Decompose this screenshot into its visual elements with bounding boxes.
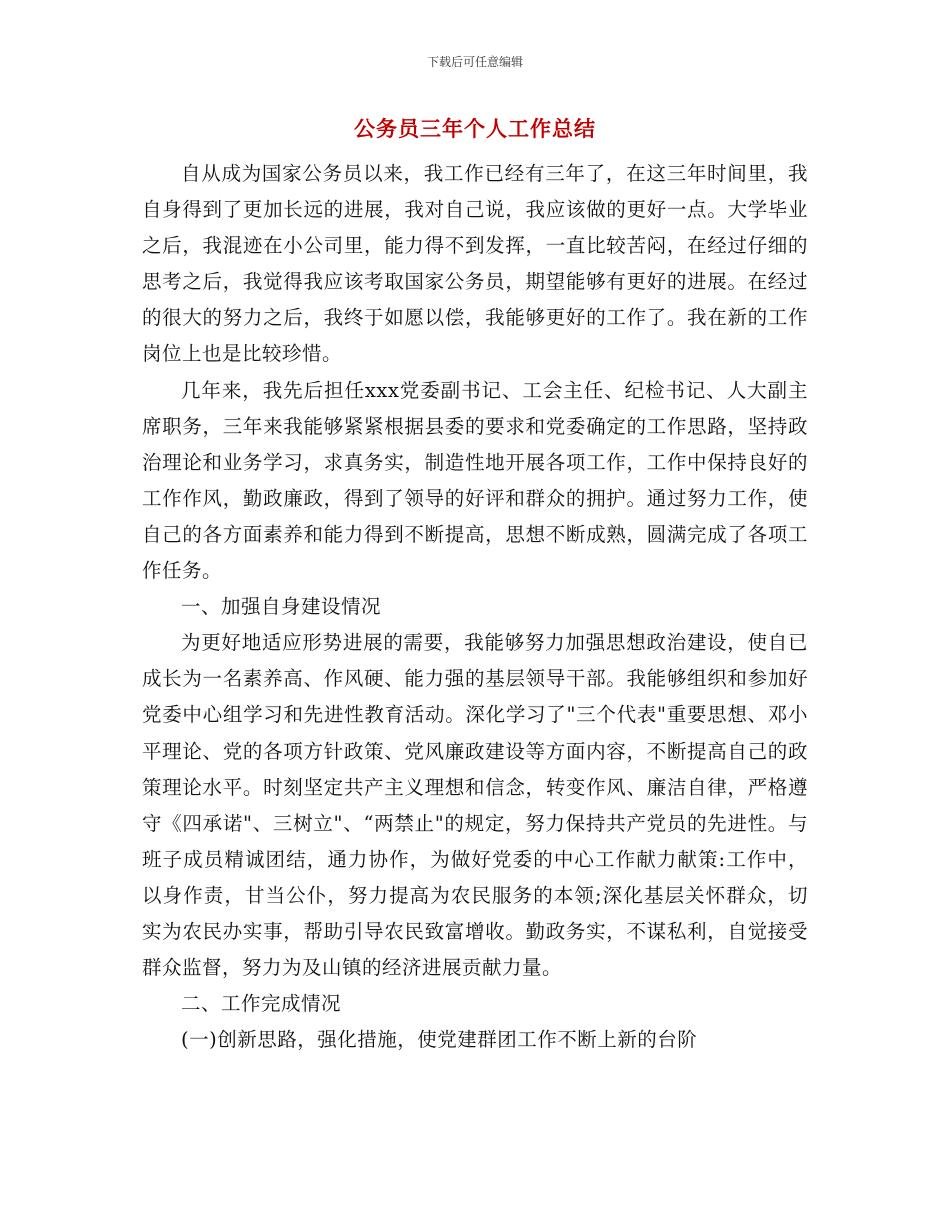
section-heading-self-building: 一、加强自身建设情况 (181, 595, 382, 619)
paragraph-roles: 几年来，我先后担任xxx党委副书记、工会主任、纪检书记、人大副主席职务，三年来我能够紧紧根据县委的要求和党委确定的工作思路，坚持政治理论和业务学习，求真务实，制造性地开展各项工作，工作中保持良好的工作作风，勤政廉政，得到了领导的好评和群众的拥护。通过努力工作，使自己的各方面素养和能力得到不断提高，思想不断成熟，圆满完成了各项工作任务。 (142, 378, 808, 583)
document-title: 公务员三年个人工作总结 (354, 117, 596, 141)
subsection-heading-innovation: (一)创新思路，强化措施，使党建群团工作不断上新的台阶 (181, 1028, 698, 1052)
paragraph-intro: 自从成为国家公务员以来，我工作已经有三年了，在这三年时间里，我自身得到了更加长远的进展，我对自己说，我应该做的更好一点。大学毕业之后，我混迹在小公司里，能力得不到发挥，一直比较苦闷，在经过仔细的思考之后，我觉得我应该考取国家公务员，期望能够有更好的进展。在经过的很大的努力之后，我终于如愿以偿，我能够更好的工作了。我在新的工作岗位上也是比较珍惜。 (142, 162, 808, 366)
paragraph-self-building: 为更好地适应形势进展的需要，我能够努力加强思想政治建设，使自已成长为一名素养高、作风硬、能力强的基层领导干部。我能够组织和参加好党委中心组学习和先进性教育活动。深化学习了"三个代表"重要思想、邓小平理论、党的各项方针政策、党风廉政建设等方面内容，不断提高自己的政策理论水平。时刻坚定共产主义理想和信念，转变作风、廉洁自律，严格遵守《四承诺"、三树立"、“两禁止"的规定，努力保持共产党员的先进性。与班子成员精诚团结，通力协作，为做好党委的中心工作献力献策:工作中，以身作责，甘当公仆，努力提高为农民服务的本领;深化基层关怀群众，切实为农民办实事，帮助引导农民致富增收。勤政务实，不谋私利，自觉接受群众监督，努力为及山镇的经济进展贡献力量。 (142, 631, 808, 980)
section-heading-work-completion: 二、工作完成情况 (181, 992, 342, 1016)
document-body (142, 156, 808, 1058)
header-note: 下载后可任意编辑 (426, 55, 523, 69)
